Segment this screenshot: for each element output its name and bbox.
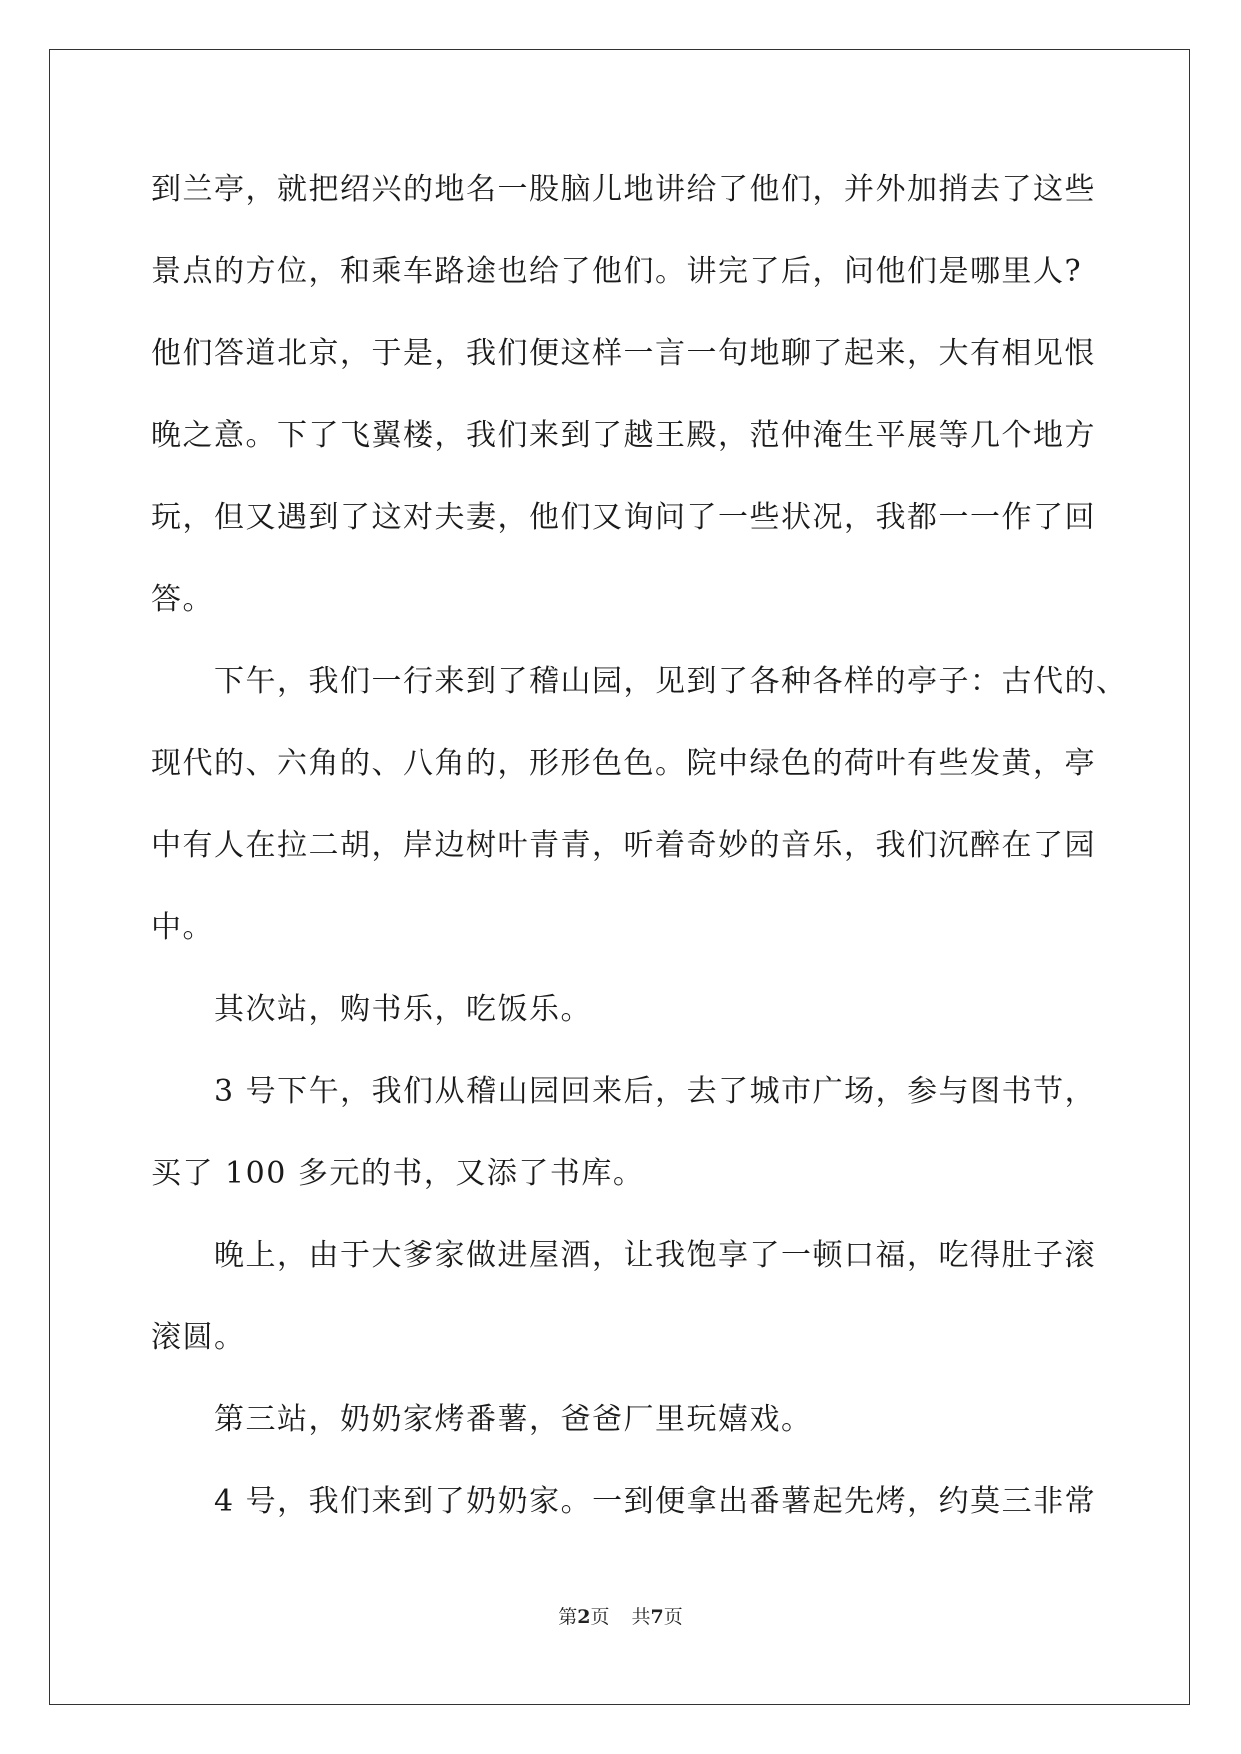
body-line: 答。 [151, 582, 214, 617]
body-line: 中。 [151, 910, 214, 945]
page-total-prefix: 共 [631, 1606, 651, 1628]
body-line: 玩，但又遇到了这对夫妻，他们又询问了一些状况，我都一一作了回 [151, 500, 1096, 535]
body-line: 其次站，购书乐，吃饭乐。 [214, 992, 592, 1027]
page-total-suffix: 页 [663, 1606, 683, 1628]
page-number-suffix: 页 [590, 1606, 610, 1628]
page-number-current: 2 [577, 1606, 591, 1628]
body-line: 滚圆。 [151, 1320, 246, 1355]
page-footer [0, 1602, 1241, 1629]
body-line: 买了 100 多元的书，又添了书库。 [151, 1156, 645, 1191]
document-body [151, 160, 1128, 1554]
body-line: 现代的、六角的、八角的，形形色色。院中绿色的荷叶有些发黄，亭 [151, 746, 1096, 781]
body-line: 第三站，奶奶家烤番薯，爸爸厂里玩嬉戏。 [214, 1402, 813, 1437]
body-line: 到兰亭，就把绍兴的地名一股脑儿地讲给了他们，并外加捎去了这些 [151, 172, 1096, 207]
page-number-total: 7 [650, 1606, 664, 1628]
body-line: 3 号下午，我们从稽山园回来后，去了城市广场，参与图书节， [214, 1074, 1097, 1109]
page-number-prefix: 第 [558, 1606, 578, 1628]
body-line: 晚之意。下了飞翼楼，我们来到了越王殿，范仲淹生平展等几个地方 [151, 418, 1096, 453]
body-line: 他们答道北京，于是，我们便这样一言一句地聊了起来，大有相见恨 [151, 336, 1096, 371]
body-line: 景点的方位，和乘车路途也给了他们。讲完了后，问他们是哪里人? [151, 254, 1083, 289]
body-line: 晚上，由于大爹家做进屋酒，让我饱享了一顿口福，吃得肚子滚 [214, 1238, 1096, 1273]
body-line: 下午，我们一行来到了稽山园，见到了各种各样的亭子：古代的、 [214, 664, 1128, 699]
body-line: 中有人在拉二胡，岸边树叶青青，听着奇妙的音乐，我们沉醉在了园 [151, 828, 1096, 863]
body-line: 4 号，我们来到了奶奶家。一到便拿出番薯起先烤，约莫三非常 [214, 1484, 1097, 1519]
